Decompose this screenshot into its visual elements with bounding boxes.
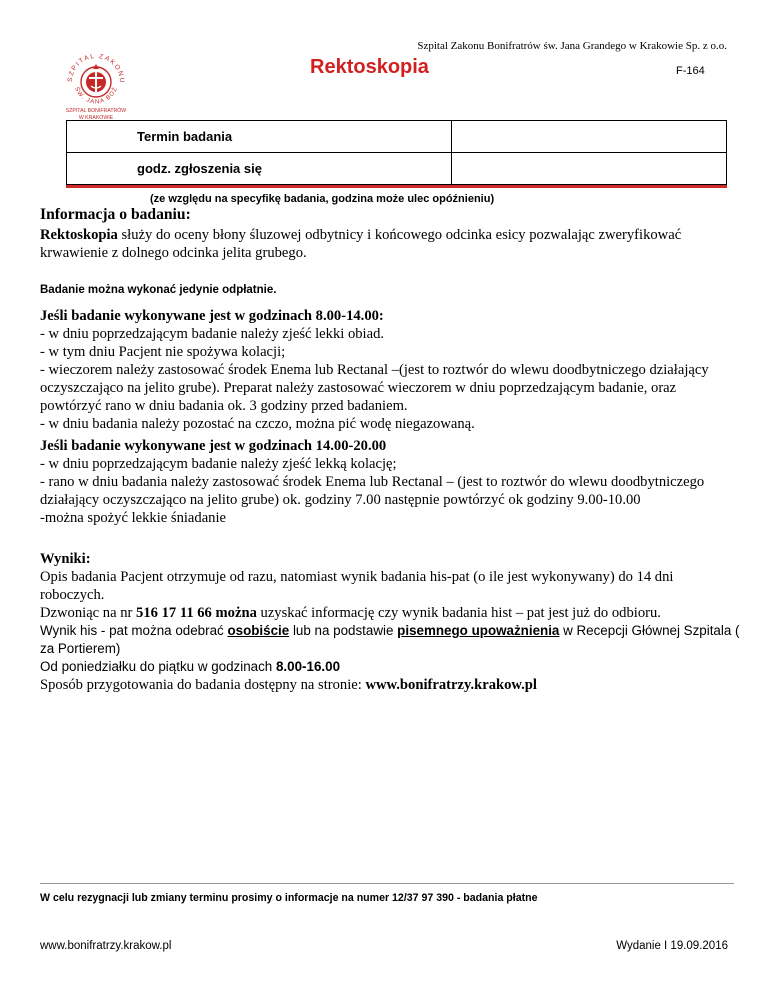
hours-prefix: Od poniedziałku do piątku w godzinach bbox=[40, 659, 276, 674]
appointment-form-table bbox=[66, 120, 727, 185]
phone-prefix: Dzwoniąc na nr bbox=[40, 605, 137, 621]
info-heading bbox=[40, 206, 740, 224]
appointment-date-label: Termin badania bbox=[67, 121, 452, 153]
info-heading-colon: : bbox=[185, 206, 191, 223]
form-code: F-164 bbox=[676, 65, 705, 77]
exam-name: Rektoskopia bbox=[40, 227, 118, 243]
results-heading: Wyniki: bbox=[40, 551, 91, 567]
results-hours-line bbox=[40, 658, 740, 676]
results-website-line bbox=[40, 676, 740, 694]
logo-arc-bottom: ŚW. JANA BOŻ bbox=[73, 85, 120, 106]
info-paragraph bbox=[40, 226, 740, 262]
morning-line-4: - w dniu badania należy pozostać na czczo, można pić wodę niegazowaną. bbox=[40, 416, 475, 432]
pickup-middle: lub na podstawie bbox=[289, 623, 398, 638]
arrival-time-field[interactable] bbox=[452, 153, 727, 185]
pickup-personal: osobiście bbox=[227, 623, 290, 638]
delay-note: (ze względu na specyfikę badania, godzina może ulec opóźnieniu) bbox=[150, 193, 495, 205]
afternoon-section bbox=[40, 437, 740, 527]
morning-line-1: - w dniu poprzedzającym badanie należy zjeść lekki obiad. bbox=[40, 326, 385, 342]
morning-line-2: - w tym dniu Pacjent nie spożywa kolacji; bbox=[40, 344, 286, 360]
results-line-1: Opis badania Pacjent otrzymuje od razu, natomiast wynik badania his-pat (o ile jest wykonywany) do 14 dni roboczych. bbox=[40, 569, 674, 603]
info-heading-text: Informacja o badaniu bbox=[40, 206, 186, 223]
morning-section bbox=[40, 307, 740, 433]
logo-arc-top: SZPITAL ZAKONU bbox=[66, 52, 126, 85]
hospital-logo bbox=[50, 44, 142, 124]
pickup-written-authorization: pisemnego upoważnienia bbox=[397, 623, 560, 638]
red-divider bbox=[66, 185, 727, 188]
results-phone-line bbox=[40, 604, 740, 622]
afternoon-line-2: - rano w dniu badania należy zastosować środek Enema lub Rectanal – (jest to roztwór do wlewu doodbytniczego działający oczyszczająco na jelito grube) ok. godziny 7.00 następnie powtórzyć ok godziny 9.00-10.00 bbox=[40, 474, 705, 508]
footer-url[interactable]: www.bonifratrzy.krakow.pl bbox=[40, 940, 172, 952]
page-title: Rektoskopia bbox=[310, 56, 429, 78]
logo-caption-2: W KRAKOWIE bbox=[78, 115, 114, 121]
website-link[interactable]: www.bonifratrzy.krakow.pl bbox=[365, 677, 537, 693]
footer-edition: Wydanie I 19.09.2016 bbox=[616, 940, 728, 952]
hospital-name: Szpital Zakonu Bonifratrów św. Jana Grandego w Krakowie Sp. z o.o. bbox=[417, 40, 727, 52]
arrival-time-label: godz. zgłoszenia się bbox=[67, 153, 452, 185]
table-row bbox=[67, 153, 727, 185]
exam-description: służy do oceny błony śluzowej odbytnicy i końcowego odcinka esicy pozwalając zweryfikować krwawienie z dolnego odcinka jelita grubego. bbox=[40, 227, 682, 261]
results-section bbox=[40, 550, 740, 694]
afternoon-heading: Jeśli badanie wykonywane jest w godzinach 14.00-20.00 bbox=[40, 438, 387, 454]
office-hours: 8.00-16.00 bbox=[275, 659, 341, 674]
footer-note: W celu rezygnacji lub zmiany terminu prosimy o informacje na numer 12/37 97 390 - badania płatne bbox=[40, 892, 538, 904]
afternoon-line-3: -można spożyć lekkie śniadanie bbox=[40, 510, 226, 526]
morning-line-3: - wieczorem należy zastosować środek Enema lub Rectanal –(jest to roztwór do wlewu doodbytniczego działający oczyszczająco na jelito grube). Preparat należy zastosować wieczorem w dniu poprzedzającym badanie, oraz powtórzyć rano w dniu badania ok. 3 godziny przed badaniem. bbox=[40, 362, 709, 414]
pickup-prefix: Wynik his - pat można odebrać bbox=[40, 623, 228, 638]
logo-caption-1: SZPITAL BONIFRATRÓW bbox=[65, 108, 127, 114]
morning-heading: Jeśli badanie wykonywane jest w godzinach 8.00-14.00: bbox=[40, 308, 384, 324]
results-pickup-line bbox=[40, 622, 740, 658]
phone-suffix: uzyskać informację czy wynik badania hist – pat jest już do odbioru. bbox=[256, 605, 661, 621]
afternoon-line-1: - w dniu poprzedzającym badanie należy zjeść lekką kolację; bbox=[40, 456, 397, 472]
pickup-suffix: w Recepcji Głównej Szpitala ( za Portierem) bbox=[40, 623, 740, 656]
appointment-date-field[interactable] bbox=[452, 121, 727, 153]
website-prefix: Sposób przygotowania do badania dostępny na stronie: bbox=[40, 677, 366, 693]
table-row bbox=[67, 121, 727, 153]
phone-number: 516 17 11 66 bbox=[136, 605, 212, 621]
phone-mozna: można bbox=[215, 605, 257, 621]
footer-divider bbox=[40, 883, 734, 884]
paid-only-note: Badanie można wykonać jedynie odpłatnie. bbox=[40, 284, 277, 296]
hospital-emblem-icon bbox=[50, 44, 142, 124]
